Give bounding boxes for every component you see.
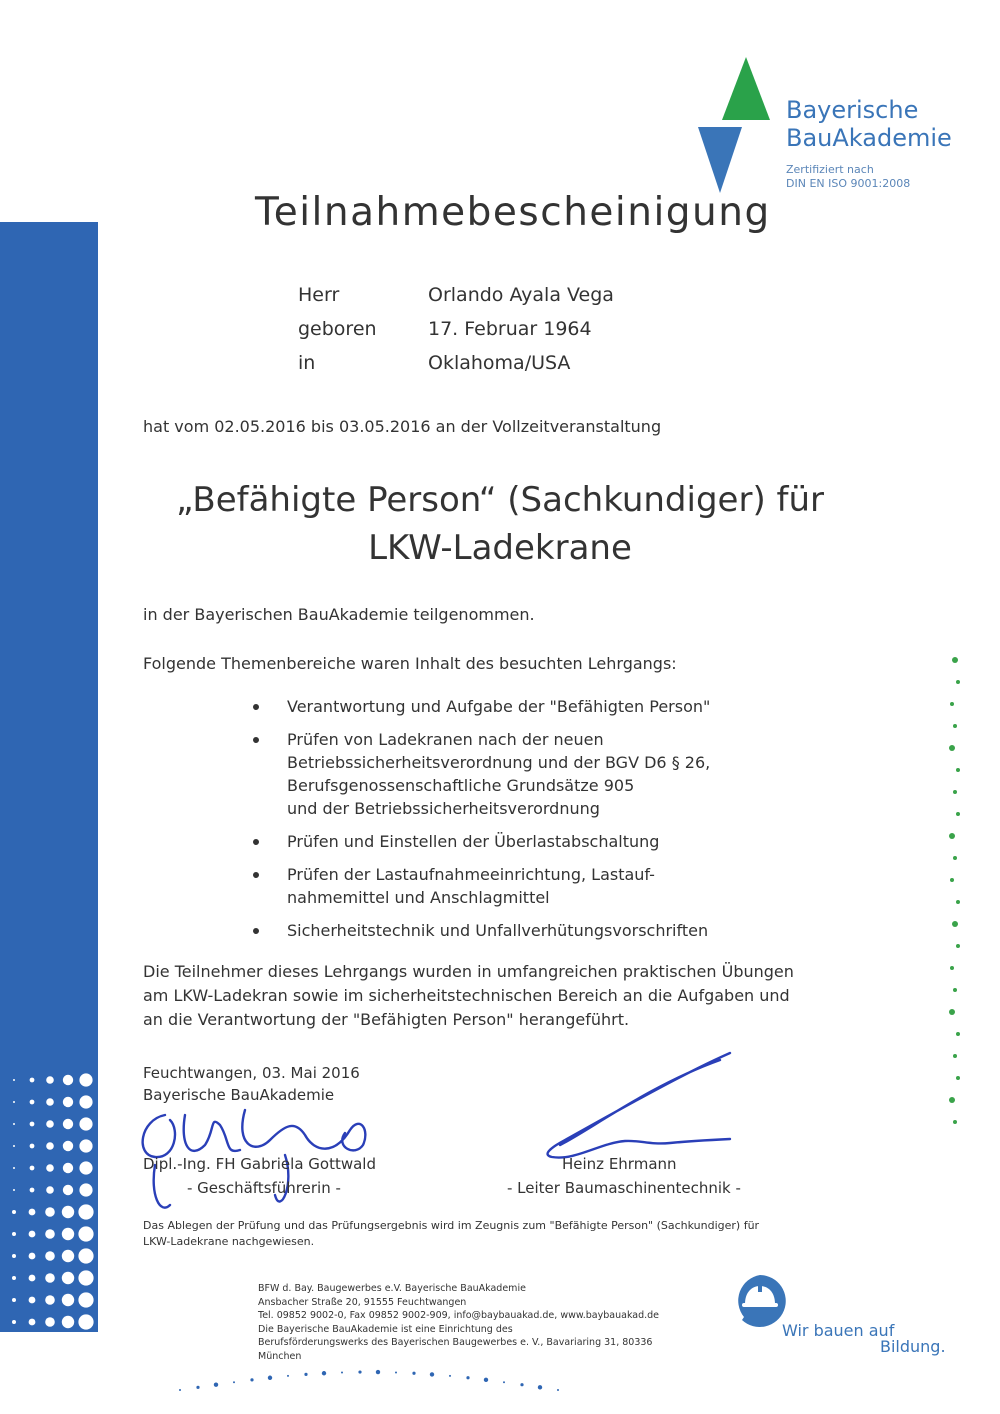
decor-dot <box>29 1209 36 1216</box>
decor-dot <box>949 745 955 751</box>
decor-dot <box>13 1101 15 1103</box>
slogan-line1: Wir bauen auf <box>782 1321 895 1340</box>
decor-dot <box>956 944 960 948</box>
signatory-left-name: Dipl.-Ing. FH Gabriela Gottwald <box>143 1155 376 1173</box>
decor-dot <box>12 1320 16 1324</box>
logo-certification <box>786 163 910 191</box>
decor-dot <box>304 1373 307 1376</box>
decor-dot <box>63 1141 73 1151</box>
decor-dot <box>45 1317 55 1327</box>
decor-dot <box>79 1139 92 1152</box>
logo-name-line2: BauAkademie <box>786 124 952 152</box>
bullet-icon <box>253 872 259 878</box>
decor-dot <box>950 702 954 706</box>
dot-pattern <box>0 1070 120 1370</box>
decor-dot <box>30 1166 35 1171</box>
logo-cert-line1: Zertifiziert nach <box>786 163 874 176</box>
participant-name: Orlando Ayala Vega <box>428 284 614 306</box>
decor-dot <box>45 1229 55 1239</box>
decor-dot <box>953 988 957 992</box>
decor-dot <box>950 878 954 882</box>
bullet-icon <box>253 737 259 743</box>
birth-date: 17. Februar 1964 <box>428 318 592 340</box>
decor-dot <box>358 1370 361 1373</box>
birth-place: Oklahoma/USA <box>428 352 571 374</box>
course-title-line2: LKW-Ladekrane <box>368 528 632 568</box>
decor-dot <box>950 966 954 970</box>
decor-dot <box>78 1314 93 1329</box>
decor-dot <box>46 1164 54 1172</box>
logo-blue-triangle <box>698 127 742 193</box>
bullet-icon <box>253 839 259 845</box>
decor-dot <box>46 1120 54 1128</box>
decor-dot <box>484 1378 488 1382</box>
place-date: Feuchtwangen, 03. Mai 2016 <box>143 1064 360 1082</box>
list-item: Prüfen der Lastaufnahmeeinrichtung, Lastauf- nahmemittel und Anschlagmittel <box>250 863 770 909</box>
decor-dot <box>12 1232 16 1236</box>
decor-dot <box>12 1210 16 1214</box>
place-label: in <box>298 352 316 374</box>
born-label: geboren <box>298 318 377 340</box>
decor-dot <box>341 1371 343 1373</box>
decor-dot <box>956 768 960 772</box>
logo-name <box>786 96 952 152</box>
decor-dot <box>250 1378 253 1381</box>
decor-dot <box>79 1095 92 1108</box>
logo-name-line1: Bayerische <box>786 96 919 124</box>
decor-dot <box>196 1386 199 1389</box>
list-item: Verantwortung und Aufgabe der "Befähigten Person" <box>250 695 770 718</box>
decor-dot <box>30 1122 35 1127</box>
decor-dot <box>956 1076 960 1080</box>
topics-heading: Folgende Themenbereiche waren Inhalt des besuchten Lehrgangs: <box>143 654 677 673</box>
decor-dot <box>12 1298 16 1302</box>
decor-dot <box>214 1382 218 1386</box>
slogan-line2: Bildung. <box>880 1337 946 1356</box>
decor-dot <box>79 1117 92 1130</box>
intro-text: hat vom 02.05.2016 bis 03.05.2016 an der Vollzeitveranstaltung <box>143 417 662 436</box>
decor-dot <box>179 1389 181 1391</box>
bullet-icon <box>253 928 259 934</box>
decor-dot <box>412 1372 415 1375</box>
decor-dot <box>12 1254 16 1258</box>
topic-list <box>250 695 770 952</box>
decor-dot <box>46 1142 54 1150</box>
decor-dot <box>62 1316 74 1328</box>
list-item: Prüfen und Einstellen der Überlastabschaltung <box>250 830 770 853</box>
decor-dot <box>45 1273 55 1283</box>
decor-dot <box>79 1073 92 1086</box>
page-title: Teilnahmebescheinigung <box>255 190 771 235</box>
decor-dot <box>30 1100 35 1105</box>
decor-dot <box>29 1275 36 1282</box>
decor-dot <box>63 1097 73 1107</box>
decor-dot <box>503 1381 505 1383</box>
decor-dot <box>63 1075 73 1085</box>
decor-dot <box>13 1145 15 1147</box>
decor-dot <box>13 1123 15 1125</box>
decor-dot <box>949 1097 955 1103</box>
decor-dot <box>13 1167 15 1169</box>
list-item: Sicherheitstechnik und Unfallverhütungsvorschriften <box>250 919 770 942</box>
list-item: Prüfen von Ladekranen nach der neuen Betriebssicherheitsverordnung und der BGV D6 § 26, Berufsgenossenschaftliche Grundsätze 905 und der Betriebssicherheitsverordnung <box>250 728 770 820</box>
decor-dot <box>953 790 957 794</box>
decor-dot <box>449 1375 451 1377</box>
decor-dot <box>956 900 960 904</box>
decor-dot <box>953 1120 957 1124</box>
bullet-icon <box>253 704 259 710</box>
signatory-left-role: - Geschäftsführerin - <box>187 1179 341 1197</box>
decor-dot <box>268 1376 272 1380</box>
decor-dot <box>12 1276 16 1280</box>
decor-dot <box>62 1272 74 1284</box>
signatory-right-name: Heinz Ehrmann <box>562 1155 677 1173</box>
decor-dot <box>395 1371 397 1373</box>
logo-mark <box>690 55 785 195</box>
decor-dot <box>430 1372 434 1376</box>
decor-dot <box>953 856 957 860</box>
decor-dot <box>13 1189 15 1191</box>
course-title <box>100 476 900 572</box>
decor-dot <box>79 1183 92 1196</box>
decor-dot <box>62 1250 74 1262</box>
decor-dot <box>29 1231 36 1238</box>
right-dot-column <box>935 650 975 1150</box>
decor-dot <box>953 724 957 728</box>
decor-dot <box>29 1297 36 1304</box>
footer-address: BFW d. Bay. Baugewerbes e.V. Bayerische BauAkademie Ansbacher Straße 20, 91555 Feuchtwangen Tel. 09852 9002-0, Fax 09852 9002-909, info@baybauakad.de, www.baybauakad.de Die Bayerische BauAkademie ist eine Einrichtung des Berufsförderungswerks des Bayerischen Baugewerbes e. V., Bavariaring 31, 80336 München <box>258 1283 660 1362</box>
summary-paragraph: Die Teilnehmer dieses Lehrgangs wurden in umfangreichen praktischen Übungen am LKW-Ladekran sowie im sicherheitstechnischen Bereich an die Aufgaben und an die Verantwortung der "Befähigten Person" herangeführt. <box>143 962 794 1029</box>
decor-dot <box>287 1375 289 1377</box>
decor-dot <box>953 1054 957 1058</box>
decor-dot <box>46 1098 54 1106</box>
signatory-right-role: - Leiter Baumaschinentechnik - <box>507 1179 741 1197</box>
decor-dot <box>956 1032 960 1036</box>
participation-text: in der Bayerischen BauAkademie teilgenommen. <box>143 605 535 624</box>
decor-dot <box>46 1186 54 1194</box>
decor-dot <box>63 1119 73 1129</box>
decor-dot <box>78 1270 93 1285</box>
decor-dot <box>956 812 960 816</box>
decor-dot <box>46 1076 54 1084</box>
decor-dot <box>376 1370 380 1374</box>
decor-dot <box>45 1251 55 1261</box>
decor-dot <box>949 833 955 839</box>
salutation-label: Herr <box>298 284 340 306</box>
course-title-line1: „Befähigte Person“ (Sachkundiger) für <box>175 480 825 520</box>
decor-dot <box>30 1144 35 1149</box>
decor-dot <box>952 921 958 927</box>
decor-dot <box>45 1295 55 1305</box>
decor-dot <box>63 1163 73 1173</box>
decor-dot <box>538 1385 542 1389</box>
decor-dot <box>557 1389 559 1391</box>
decor-dot <box>322 1371 326 1375</box>
decor-dot <box>62 1206 74 1218</box>
decor-dot <box>13 1079 15 1081</box>
bottom-dot-arc <box>170 1362 590 1402</box>
decor-dot <box>30 1078 35 1083</box>
decor-dot <box>78 1248 93 1263</box>
decor-dot <box>78 1292 93 1307</box>
decor-dot <box>29 1319 36 1326</box>
logo-green-triangle <box>722 57 770 120</box>
decor-dot <box>233 1381 235 1383</box>
decor-dot <box>62 1294 74 1306</box>
decor-dot <box>956 680 960 684</box>
decor-dot <box>63 1185 73 1195</box>
exam-note: Das Ablegen der Prüfung und das Prüfungsergebnis wird im Zeugnis zum "Befähigte Person" (Sachkundiger) für LKW-Ladekrane nachgewiesen. <box>143 1219 760 1248</box>
decor-dot <box>952 657 958 663</box>
decor-dot <box>79 1161 92 1174</box>
decor-dot <box>45 1207 55 1217</box>
decor-dot <box>30 1188 35 1193</box>
signature-right <box>530 1045 750 1165</box>
decor-dot <box>78 1204 93 1219</box>
decor-dot <box>29 1253 36 1260</box>
decor-dot <box>78 1226 93 1241</box>
decor-dot <box>62 1228 74 1240</box>
helmet-bubble-icon <box>730 1272 790 1332</box>
logo-cert-line2: DIN EN ISO 9001:2008 <box>786 177 911 190</box>
decor-dot <box>520 1383 523 1386</box>
decor-dot <box>466 1376 469 1379</box>
decor-dot <box>949 1009 955 1015</box>
institution: Bayerische BauAkademie <box>143 1086 335 1104</box>
